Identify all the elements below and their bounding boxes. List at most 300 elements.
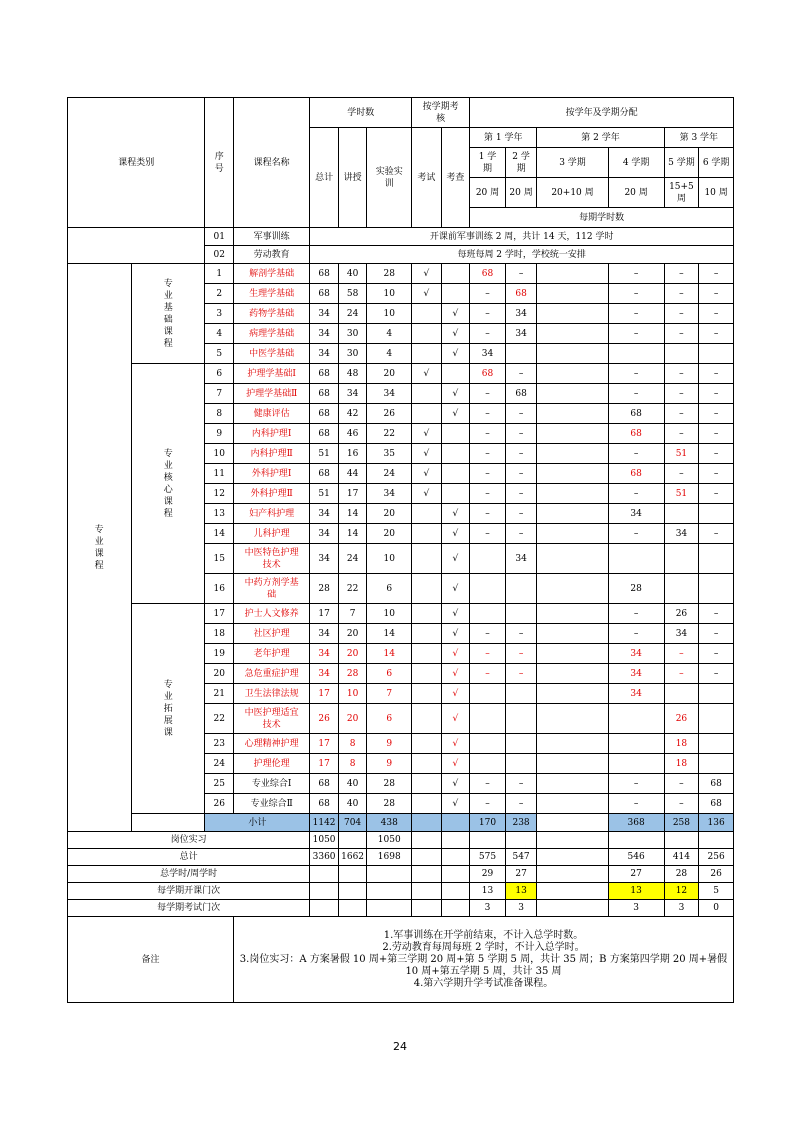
row-lecture: 58 bbox=[338, 284, 367, 304]
row-s2-hours: – bbox=[505, 504, 537, 524]
row-check-mark: √ bbox=[441, 384, 470, 404]
row-course-name: 病理学基础 bbox=[233, 324, 309, 344]
row-s4-hours: 68 bbox=[608, 424, 664, 444]
row-lab: 20 bbox=[367, 364, 412, 384]
courses-s3 bbox=[537, 883, 608, 900]
row-s6-hours bbox=[699, 504, 734, 524]
row-s4-hours: – bbox=[608, 384, 664, 404]
row-course-name: 急危重症护理 bbox=[233, 664, 309, 684]
row-course-name: 卫生法律法规 bbox=[233, 684, 309, 704]
subtotal-s6: 136 bbox=[699, 814, 734, 832]
row-s1-hours bbox=[470, 604, 506, 624]
exams-s2: 3 bbox=[505, 900, 537, 917]
row-exam-mark: √ bbox=[412, 484, 442, 504]
row-seq: 26 bbox=[205, 794, 234, 814]
row-s3-hours bbox=[537, 794, 608, 814]
row-total: 34 bbox=[310, 664, 339, 684]
row-lab: 28 bbox=[367, 794, 412, 814]
row-s4-hours: 28 bbox=[608, 574, 664, 604]
row-course-name: 专业综合Ⅰ bbox=[233, 774, 309, 794]
internship-lecture bbox=[338, 832, 367, 849]
row-s3-hours bbox=[537, 424, 608, 444]
header-year-3: 第 3 学年 bbox=[664, 128, 733, 148]
blank-cell bbox=[68, 228, 205, 264]
row-s5-hours: – bbox=[664, 304, 699, 324]
table-row bbox=[68, 364, 734, 384]
header-lab: 实验实 训 bbox=[367, 128, 412, 228]
row-s6-hours: – bbox=[699, 644, 734, 664]
row-s6-hours: – bbox=[699, 484, 734, 504]
row-exam-mark bbox=[412, 774, 442, 794]
row-s3-hours bbox=[537, 384, 608, 404]
row-check-mark: √ bbox=[441, 604, 470, 624]
row-s5-hours: 18 bbox=[664, 754, 699, 774]
row-lab: 34 bbox=[367, 384, 412, 404]
row-lecture: 46 bbox=[338, 424, 367, 444]
internship-label: 岗位实习 bbox=[68, 832, 310, 849]
row-lab: 10 bbox=[367, 304, 412, 324]
row-lecture: 24 bbox=[338, 544, 367, 574]
row-s6-hours bbox=[699, 754, 734, 774]
row-lab: 6 bbox=[367, 704, 412, 734]
row-exam-mark bbox=[412, 544, 442, 574]
row-total: 28 bbox=[310, 574, 339, 604]
subtotal-s4: 368 bbox=[608, 814, 664, 832]
exams-total bbox=[310, 900, 339, 917]
row-course-name: 外科护理Ⅱ bbox=[233, 484, 309, 504]
row-exam-mark: √ bbox=[412, 464, 442, 484]
row-seq: 12 bbox=[205, 484, 234, 504]
row-s5-hours: 26 bbox=[664, 704, 699, 734]
row-s2-hours bbox=[505, 734, 537, 754]
row-note: 每班每周 2 学时，学校统一安排 bbox=[310, 246, 734, 264]
row-s2-hours bbox=[505, 704, 537, 734]
row-s6-hours: – bbox=[699, 384, 734, 404]
row-check-mark bbox=[441, 464, 470, 484]
row-total: 51 bbox=[310, 444, 339, 464]
header-semester-6: 6 学期 bbox=[699, 148, 734, 178]
row-course-name: 健康评估 bbox=[233, 404, 309, 424]
row-s6-hours: – bbox=[699, 664, 734, 684]
courses-label: 每学期开课门次 bbox=[68, 883, 310, 900]
courses-lecture bbox=[338, 883, 367, 900]
row-lecture: 28 bbox=[338, 664, 367, 684]
weekly_hours-s1: 29 bbox=[470, 866, 506, 883]
row-s1-hours: 34 bbox=[470, 344, 506, 364]
row-check-mark: √ bbox=[441, 734, 470, 754]
row-check-mark: √ bbox=[441, 304, 470, 324]
row-s3-hours bbox=[537, 544, 608, 574]
note-line: 1.军事训练在开学前结束，不计入总学时数。 bbox=[383, 929, 584, 941]
row-s3-hours bbox=[537, 324, 608, 344]
weekly_hours-s3 bbox=[537, 866, 608, 883]
row-s2-hours: – bbox=[505, 624, 537, 644]
row-total: 68 bbox=[310, 464, 339, 484]
row-seq: 24 bbox=[205, 754, 234, 774]
row-s6-hours: 68 bbox=[699, 794, 734, 814]
row-s3-hours bbox=[537, 524, 608, 544]
row-check-mark: √ bbox=[441, 794, 470, 814]
row-lab: 28 bbox=[367, 264, 412, 284]
row-s6-hours: – bbox=[699, 404, 734, 424]
row-s2-hours: – bbox=[505, 774, 537, 794]
internship-exam bbox=[412, 832, 442, 849]
row-seq: 3 bbox=[205, 304, 234, 324]
row-s3-hours bbox=[537, 404, 608, 424]
row-course-name: 内科护理Ⅱ bbox=[233, 444, 309, 464]
row-s2-hours bbox=[505, 754, 537, 774]
row-s5-hours: – bbox=[664, 264, 699, 284]
row-lab: 24 bbox=[367, 464, 412, 484]
row-total: 68 bbox=[310, 364, 339, 384]
grand-s5: 414 bbox=[664, 849, 699, 866]
row-lab: 7 bbox=[367, 684, 412, 704]
row-s6-hours bbox=[699, 704, 734, 734]
row-lab: 34 bbox=[367, 484, 412, 504]
header-semester-3: 3 学期 bbox=[537, 148, 608, 178]
row-lecture: 40 bbox=[338, 264, 367, 284]
row-course-name: 中医护理适宜 技术 bbox=[233, 704, 309, 734]
row-lab: 28 bbox=[367, 774, 412, 794]
weekly_hours-total bbox=[310, 866, 339, 883]
row-lecture: 20 bbox=[338, 644, 367, 664]
exams-exam bbox=[412, 900, 442, 917]
courses-exam bbox=[412, 883, 442, 900]
row-s1-hours: – bbox=[470, 774, 506, 794]
courses-s5: 12 bbox=[664, 883, 699, 900]
grand-check bbox=[441, 849, 470, 866]
row-seq: 4 bbox=[205, 324, 234, 344]
row-lab: 20 bbox=[367, 504, 412, 524]
row-s2-hours: – bbox=[505, 264, 537, 284]
row-lecture: 40 bbox=[338, 794, 367, 814]
weekly_hours-lab bbox=[367, 866, 412, 883]
row-total: 34 bbox=[310, 324, 339, 344]
row-lecture: 20 bbox=[338, 624, 367, 644]
row-check-mark: √ bbox=[441, 404, 470, 424]
grand-exam bbox=[412, 849, 442, 866]
row-check-mark: √ bbox=[441, 704, 470, 734]
row-exam-mark bbox=[412, 324, 442, 344]
exams-s1: 3 bbox=[470, 900, 506, 917]
row-s2-hours: 68 bbox=[505, 384, 537, 404]
row-seq: 17 bbox=[205, 604, 234, 624]
row-total: 34 bbox=[310, 644, 339, 664]
row-seq: 15 bbox=[205, 544, 234, 574]
row-s5-hours: – bbox=[664, 664, 699, 684]
row-s4-hours: – bbox=[608, 304, 664, 324]
subtotal-lab: 438 bbox=[367, 814, 412, 832]
row-s2-hours bbox=[505, 684, 537, 704]
row-course-name: 护士人文修养 bbox=[233, 604, 309, 624]
weekly_hours-label: 总学时/周学时 bbox=[68, 866, 310, 883]
grand-lab: 1698 bbox=[367, 849, 412, 866]
row-s4-hours: 68 bbox=[608, 464, 664, 484]
row-check-mark: √ bbox=[441, 624, 470, 644]
row-s5-hours: 18 bbox=[664, 734, 699, 754]
row-lab: 10 bbox=[367, 604, 412, 624]
row-s5-hours: – bbox=[664, 384, 699, 404]
row-s2-hours: – bbox=[505, 664, 537, 684]
row-lecture: 22 bbox=[338, 574, 367, 604]
row-course-name: 护理学基础Ⅰ bbox=[233, 364, 309, 384]
row-course-name: 军事训练 bbox=[233, 228, 309, 246]
grand-s6: 256 bbox=[699, 849, 734, 866]
header-semester-2: 2 学 期 bbox=[505, 148, 537, 178]
row-s5-hours: – bbox=[664, 324, 699, 344]
row-course-name: 护理伦理 bbox=[233, 754, 309, 774]
row-s3-hours bbox=[537, 464, 608, 484]
row-lecture: 42 bbox=[338, 404, 367, 424]
row-s5-hours bbox=[664, 344, 699, 364]
row-exam-mark: √ bbox=[412, 284, 442, 304]
row-course-name: 中医特色护理 技术 bbox=[233, 544, 309, 574]
row-total: 68 bbox=[310, 264, 339, 284]
courses-s2: 13 bbox=[505, 883, 537, 900]
row-exam-mark bbox=[412, 664, 442, 684]
row-exam-mark bbox=[412, 504, 442, 524]
header-year-2: 第 2 学年 bbox=[537, 128, 664, 148]
row-s5-hours bbox=[664, 504, 699, 524]
row-course-name: 内科护理Ⅰ bbox=[233, 424, 309, 444]
grand-s3 bbox=[537, 849, 608, 866]
row-s6-hours: – bbox=[699, 424, 734, 444]
grand-s4: 546 bbox=[608, 849, 664, 866]
row-s1-hours: 68 bbox=[470, 264, 506, 284]
row-total: 68 bbox=[310, 774, 339, 794]
row-total: 34 bbox=[310, 524, 339, 544]
row-exam-mark bbox=[412, 604, 442, 624]
curriculum-table bbox=[67, 97, 734, 1003]
row-lab: 20 bbox=[367, 524, 412, 544]
row-seq: 1 bbox=[205, 264, 234, 284]
internship-check bbox=[441, 832, 470, 849]
subtotal-total: 1142 bbox=[310, 814, 339, 832]
row-seq: 21 bbox=[205, 684, 234, 704]
table-row bbox=[68, 264, 734, 284]
row-s4-hours: – bbox=[608, 624, 664, 644]
row-lab: 9 bbox=[367, 754, 412, 774]
exams-lab bbox=[367, 900, 412, 917]
row-s3-hours bbox=[537, 704, 608, 734]
row-s6-hours: – bbox=[699, 284, 734, 304]
row-s3-hours bbox=[537, 484, 608, 504]
row-s6-hours: 68 bbox=[699, 774, 734, 794]
internship-s6 bbox=[699, 832, 734, 849]
header-weeks-5: 15+5 周 bbox=[664, 178, 699, 208]
row-check-mark: √ bbox=[441, 324, 470, 344]
header-seq: 序 号 bbox=[205, 98, 234, 228]
row-course-name: 生理学基础 bbox=[233, 284, 309, 304]
row-s5-hours: – bbox=[664, 464, 699, 484]
header-weeks-3: 20+10 周 bbox=[537, 178, 608, 208]
internship-s5 bbox=[664, 832, 699, 849]
row-lecture: 10 bbox=[338, 684, 367, 704]
row-s1-hours bbox=[470, 734, 506, 754]
exams-row bbox=[68, 900, 734, 917]
row-seq: 19 bbox=[205, 644, 234, 664]
row-s1-hours: – bbox=[470, 404, 506, 424]
row-s1-hours bbox=[470, 684, 506, 704]
row-seq: 9 bbox=[205, 424, 234, 444]
row-lecture: 7 bbox=[338, 604, 367, 624]
courses-s1: 13 bbox=[470, 883, 506, 900]
row-course-name: 解剖学基础 bbox=[233, 264, 309, 284]
row-s2-hours: – bbox=[505, 424, 537, 444]
row-s6-hours: – bbox=[699, 624, 734, 644]
row-seq: 01 bbox=[205, 228, 234, 246]
row-total: 68 bbox=[310, 424, 339, 444]
header-lecture: 讲授 bbox=[338, 128, 367, 228]
row-s1-hours: – bbox=[470, 284, 506, 304]
row-lecture: 48 bbox=[338, 364, 367, 384]
row-s5-hours bbox=[664, 544, 699, 574]
internship-s4 bbox=[608, 832, 664, 849]
internship-s2 bbox=[505, 832, 537, 849]
row-s3-hours bbox=[537, 664, 608, 684]
row-seq: 13 bbox=[205, 504, 234, 524]
row-lecture: 24 bbox=[338, 304, 367, 324]
row-s1-hours: – bbox=[470, 304, 506, 324]
row-total: 34 bbox=[310, 304, 339, 324]
row-course-name: 老年护理 bbox=[233, 644, 309, 664]
row-total: 68 bbox=[310, 284, 339, 304]
row-exam-mark: √ bbox=[412, 444, 442, 464]
grand-label: 总计 bbox=[68, 849, 310, 866]
header-total: 总计 bbox=[310, 128, 339, 228]
row-total: 68 bbox=[310, 384, 339, 404]
row-s6-hours: – bbox=[699, 324, 734, 344]
row-s6-hours: – bbox=[699, 304, 734, 324]
row-check-mark bbox=[441, 484, 470, 504]
row-s4-hours: – bbox=[608, 524, 664, 544]
row-check-mark: √ bbox=[441, 684, 470, 704]
row-s3-hours bbox=[537, 734, 608, 754]
row-exam-mark bbox=[412, 344, 442, 364]
row-lab: 10 bbox=[367, 544, 412, 574]
pre-row bbox=[68, 228, 734, 246]
row-check-mark: √ bbox=[441, 544, 470, 574]
page-number: 24 bbox=[393, 1040, 407, 1053]
row-s3-hours bbox=[537, 644, 608, 664]
note-line: 3.岗位实习：A 方案暑假 10 周+第三学期 20 周+第 5 学期 5 周，共计 35 周；B 方案第四学期 20 周+暑假 10 周+第五学期 5 周，共计 35 周 bbox=[239, 953, 728, 977]
row-s1-hours: – bbox=[470, 324, 506, 344]
row-total: 34 bbox=[310, 504, 339, 524]
row-s3-hours bbox=[537, 684, 608, 704]
row-s3-hours bbox=[537, 264, 608, 284]
row-s6-hours: – bbox=[699, 524, 734, 544]
notes-row bbox=[68, 917, 734, 1003]
row-s2-hours: – bbox=[505, 364, 537, 384]
row-exam-mark bbox=[412, 644, 442, 664]
row-check-mark: √ bbox=[441, 774, 470, 794]
row-s1-hours bbox=[470, 574, 506, 604]
row-lecture: 30 bbox=[338, 324, 367, 344]
row-s1-hours: – bbox=[470, 424, 506, 444]
weekly_hours-s2: 27 bbox=[505, 866, 537, 883]
row-lab: 10 bbox=[367, 284, 412, 304]
row-s1-hours: – bbox=[470, 644, 506, 664]
row-course-name: 中医学基础 bbox=[233, 344, 309, 364]
row-seq: 11 bbox=[205, 464, 234, 484]
row-s2-hours: 34 bbox=[505, 324, 537, 344]
row-s3-hours bbox=[537, 754, 608, 774]
row-lab: 14 bbox=[367, 624, 412, 644]
row-s2-hours: 34 bbox=[505, 544, 537, 574]
row-s1-hours: 68 bbox=[470, 364, 506, 384]
row-s1-hours: – bbox=[470, 664, 506, 684]
note-line: 4.第六学期升学考试准备课程。 bbox=[413, 977, 554, 989]
header-weeks-1: 20 周 bbox=[470, 178, 506, 208]
row-s3-hours bbox=[537, 574, 608, 604]
row-seq: 25 bbox=[205, 774, 234, 794]
row-exam-mark: √ bbox=[412, 364, 442, 384]
row-lab: 14 bbox=[367, 644, 412, 664]
row-s6-hours: – bbox=[699, 264, 734, 284]
row-lecture: 34 bbox=[338, 384, 367, 404]
row-s4-hours: 68 bbox=[608, 404, 664, 424]
row-lecture: 16 bbox=[338, 444, 367, 464]
row-seq: 02 bbox=[205, 246, 234, 264]
row-seq: 14 bbox=[205, 524, 234, 544]
header-assess: 按学期考 核 bbox=[412, 98, 470, 128]
row-s5-hours: – bbox=[664, 644, 699, 664]
subtotal-s5: 258 bbox=[664, 814, 699, 832]
row-s3-hours bbox=[537, 344, 608, 364]
subtotal-lecture: 704 bbox=[338, 814, 367, 832]
row-lecture: 44 bbox=[338, 464, 367, 484]
row-course-name: 社区护理 bbox=[233, 624, 309, 644]
header-semester-5: 5 学期 bbox=[664, 148, 699, 178]
row-seq: 22 bbox=[205, 704, 234, 734]
weekly_hours-s6: 26 bbox=[699, 866, 734, 883]
header-weeks-4: 20 周 bbox=[608, 178, 664, 208]
row-total: 68 bbox=[310, 794, 339, 814]
row-s4-hours: – bbox=[608, 264, 664, 284]
exams-s3 bbox=[537, 900, 608, 917]
row-s6-hours bbox=[699, 684, 734, 704]
row-seq: 16 bbox=[205, 574, 234, 604]
header-semester-4: 4 学期 bbox=[608, 148, 664, 178]
row-exam-mark: √ bbox=[412, 424, 442, 444]
subtotal-exam bbox=[412, 814, 442, 832]
row-seq: 23 bbox=[205, 734, 234, 754]
row-s5-hours: – bbox=[664, 794, 699, 814]
row-check-mark bbox=[441, 424, 470, 444]
header-check: 考查 bbox=[441, 128, 470, 228]
row-s4-hours: 34 bbox=[608, 664, 664, 684]
row-s1-hours bbox=[470, 754, 506, 774]
row-s4-hours: 34 bbox=[608, 504, 664, 524]
row-s2-hours: – bbox=[505, 484, 537, 504]
internship-s3 bbox=[537, 832, 608, 849]
exams-s6: 0 bbox=[699, 900, 734, 917]
row-lab: 4 bbox=[367, 324, 412, 344]
exams-s5: 3 bbox=[664, 900, 699, 917]
row-check-mark bbox=[441, 284, 470, 304]
row-total: 34 bbox=[310, 344, 339, 364]
row-lab: 35 bbox=[367, 444, 412, 464]
row-s3-hours bbox=[537, 774, 608, 794]
row-check-mark bbox=[441, 444, 470, 464]
subtotal-row bbox=[68, 814, 734, 832]
subtotal-s1: 170 bbox=[470, 814, 506, 832]
row-course-name: 中药方剂学基 础 bbox=[233, 574, 309, 604]
row-lecture: 30 bbox=[338, 344, 367, 364]
header-hours: 学时数 bbox=[310, 98, 412, 128]
row-course-name: 专业综合Ⅱ bbox=[233, 794, 309, 814]
row-lab: 22 bbox=[367, 424, 412, 444]
